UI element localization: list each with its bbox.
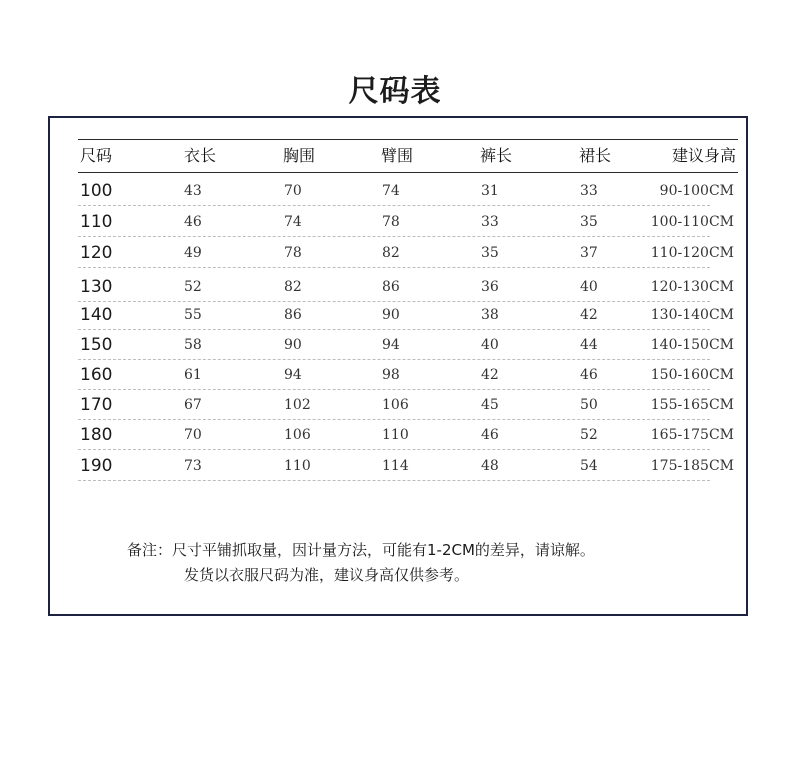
cell-arm: 98 <box>382 367 400 383</box>
table-row <box>78 360 738 390</box>
cell-length: 73 <box>184 458 202 474</box>
cell-size: 100 <box>80 181 113 201</box>
cell-size: 180 <box>80 425 113 445</box>
cell-length: 49 <box>184 245 202 261</box>
header-height: 建议身高 <box>671 146 736 165</box>
table-row <box>78 238 738 268</box>
cell-arm: 82 <box>382 245 400 261</box>
cell-arm: 90 <box>382 307 400 323</box>
cell-skirt-length: 52 <box>580 427 598 443</box>
table-row <box>78 451 738 481</box>
cell-length: 55 <box>184 307 202 323</box>
cell-chest: 94 <box>284 367 302 383</box>
note-line-2: 发货以衣服尺码为准，建议身高仅供参考。 <box>184 566 470 584</box>
cell-pants-length: 38 <box>481 307 499 323</box>
table-row <box>78 420 738 450</box>
cell-chest: 102 <box>284 397 311 413</box>
cell-skirt-length: 33 <box>580 183 598 199</box>
cell-height: 110-120CM <box>650 245 734 261</box>
cell-length: 46 <box>184 214 202 230</box>
cell-length: 61 <box>184 367 202 383</box>
cell-skirt-length: 35 <box>580 214 598 230</box>
cell-size: 170 <box>80 395 113 415</box>
cell-size: 150 <box>80 335 113 355</box>
table-row <box>78 207 738 237</box>
cell-chest: 106 <box>284 427 311 443</box>
cell-chest: 110 <box>284 458 311 474</box>
cell-arm: 86 <box>382 279 400 295</box>
cell-arm: 78 <box>382 214 400 230</box>
cell-pants-length: 35 <box>481 245 499 261</box>
header-skirt-length: 裙长 <box>579 146 612 165</box>
cell-chest: 74 <box>284 214 302 230</box>
cell-arm: 106 <box>382 397 409 413</box>
cell-height: 90-100CM <box>659 183 734 199</box>
header-arm: 臂围 <box>381 146 414 165</box>
cell-height: 175-185CM <box>650 458 734 474</box>
row-divider <box>78 267 710 268</box>
cell-pants-length: 36 <box>481 279 499 295</box>
cell-pants-length: 40 <box>481 337 499 353</box>
header-pants-length: 裤长 <box>480 146 513 165</box>
cell-height: 120-130CM <box>650 279 734 295</box>
table-row <box>78 300 738 330</box>
cell-pants-length: 48 <box>481 458 499 474</box>
cell-pants-length: 31 <box>481 183 499 199</box>
cell-skirt-length: 42 <box>580 307 598 323</box>
cell-height: 155-165CM <box>650 397 734 413</box>
cell-pants-length: 33 <box>481 214 499 230</box>
cell-chest: 90 <box>284 337 302 353</box>
cell-chest: 82 <box>284 279 302 295</box>
row-divider <box>78 480 710 481</box>
cell-length: 67 <box>184 397 202 413</box>
cell-size: 120 <box>80 243 113 263</box>
cell-skirt-length: 46 <box>580 367 598 383</box>
table-row <box>78 272 738 302</box>
row-divider <box>78 205 710 206</box>
page-title: 尺码表 <box>348 74 442 109</box>
row-divider <box>78 236 710 237</box>
header-size: 尺码 <box>80 146 113 165</box>
cell-height: 100-110CM <box>650 214 734 230</box>
cell-chest: 70 <box>284 183 302 199</box>
header-chest: 胸围 <box>283 146 316 165</box>
cell-arm: 110 <box>382 427 409 443</box>
cell-size: 140 <box>80 305 113 325</box>
cell-chest: 78 <box>284 245 302 261</box>
cell-length: 52 <box>184 279 202 295</box>
cell-height: 140-150CM <box>650 337 734 353</box>
table-row <box>78 330 738 360</box>
cell-pants-length: 45 <box>481 397 499 413</box>
cell-skirt-length: 40 <box>580 279 598 295</box>
cell-height: 130-140CM <box>650 307 734 323</box>
cell-arm: 74 <box>382 183 400 199</box>
note-line-1: 备注：尺寸平铺抓取量，因计量方法，可能有1-2CM的差异，请谅解。 <box>127 541 595 559</box>
cell-pants-length: 42 <box>481 367 499 383</box>
cell-skirt-length: 37 <box>580 245 598 261</box>
cell-skirt-length: 54 <box>580 458 598 474</box>
cell-skirt-length: 44 <box>580 337 598 353</box>
table-row <box>78 390 738 420</box>
cell-length: 70 <box>184 427 202 443</box>
row-divider <box>78 449 710 450</box>
cell-arm: 94 <box>382 337 400 353</box>
cell-size: 110 <box>80 212 113 232</box>
cell-chest: 86 <box>284 307 302 323</box>
header-length: 衣长 <box>184 146 217 165</box>
cell-skirt-length: 50 <box>580 397 598 413</box>
cell-height: 150-160CM <box>650 367 734 383</box>
cell-length: 43 <box>184 183 202 199</box>
cell-size: 190 <box>80 456 113 476</box>
note <box>127 538 595 588</box>
table-header <box>78 140 738 173</box>
cell-arm: 114 <box>382 458 409 474</box>
cell-pants-length: 46 <box>481 427 499 443</box>
cell-size: 160 <box>80 365 113 385</box>
cell-height: 165-175CM <box>650 427 734 443</box>
cell-size: 130 <box>80 277 113 297</box>
cell-length: 58 <box>184 337 202 353</box>
table-row <box>78 176 738 206</box>
